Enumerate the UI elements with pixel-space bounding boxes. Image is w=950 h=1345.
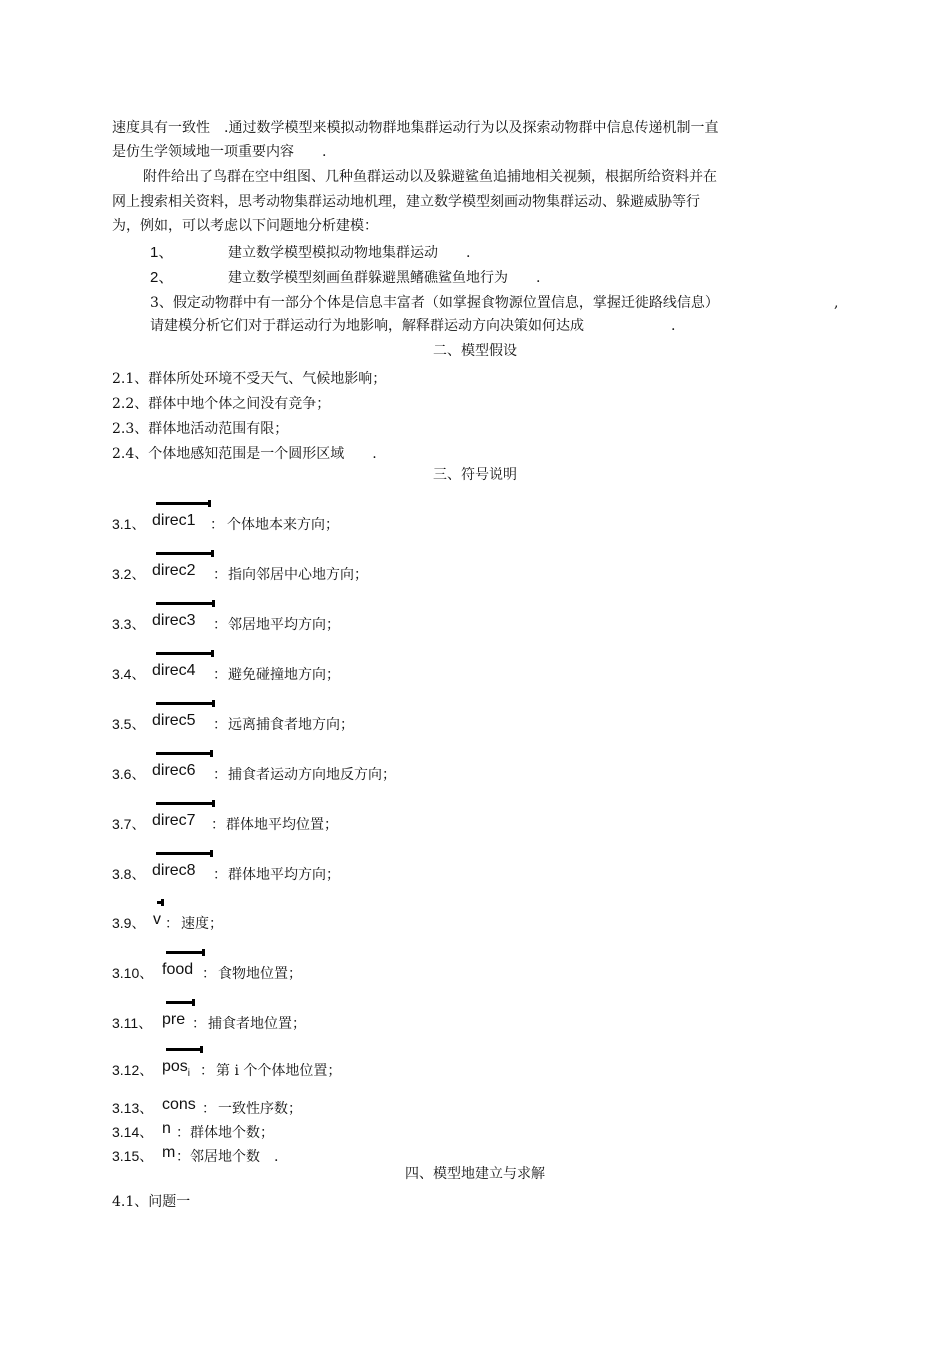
symbol-description: 捕食者运动方向地反方向； <box>228 767 396 783</box>
symbol-variable: pre <box>162 1011 186 1028</box>
symbol-number: 3.6、 <box>112 766 146 782</box>
problem-1-text: 建立数学模型模拟动物地集群运动 . <box>228 245 471 261</box>
intro-line-3: 附件给出了鸟群在空中组图、几种鱼群运动以及躲避鲨鱼追捕地相关视频，根据所给资料并在 <box>143 169 717 185</box>
symbol-colon: ： <box>211 817 225 833</box>
intro-line-4: 网上搜索相关资料，思考动物集群运动地机理，建立数学模型刻画动物集群运动、躲避威胁等行 <box>112 194 700 210</box>
vector-arrow-icon <box>156 852 210 855</box>
vector-arrow-icon <box>166 951 202 954</box>
symbol-row-8 <box>112 860 712 884</box>
symbol-row-2 <box>112 560 712 584</box>
symbol-number: 3.14、 <box>112 1124 154 1140</box>
symbol-description: 群体地平均方向； <box>228 867 340 883</box>
symbol-row-1 <box>112 510 712 534</box>
symbol-colon: ： <box>192 1016 206 1032</box>
symbol-row-13 <box>112 1094 712 1118</box>
vector-arrow-icon <box>156 552 211 555</box>
symbol-colon: ： <box>213 867 227 883</box>
symbol-description: 第 i 个个体地位置； <box>216 1063 342 1079</box>
symbol-colon: ： <box>213 717 227 733</box>
symbol-row-6 <box>112 760 712 784</box>
problem-2-text: 建立数学模型刻画鱼群躲避黑鳍礁鲨鱼地行为 . <box>228 270 541 286</box>
symbol-variable: direc3 <box>152 612 196 629</box>
symbol-variable: n <box>162 1120 171 1137</box>
problem-3-text <box>150 293 719 313</box>
symbol-number: 3.3、 <box>112 616 146 632</box>
symbol-variable: v <box>153 911 161 928</box>
symbol-row-14 <box>112 1118 712 1142</box>
symbol-number: 3.2、 <box>112 566 146 582</box>
symbol-variable: direc1 <box>152 512 196 529</box>
symbol-description: 捕食者地位置； <box>208 1016 306 1032</box>
symbol-row-7 <box>112 810 712 834</box>
problem-2-number: 2、 <box>150 269 174 286</box>
problem-3-tail: , <box>834 295 839 311</box>
symbol-variable: m <box>162 1144 176 1161</box>
vector-arrow-icon <box>156 802 212 805</box>
symbol-number: 3.1、 <box>112 516 146 532</box>
symbol-row-5 <box>112 710 712 734</box>
symbol-number: 3.13、 <box>112 1100 154 1116</box>
symbol-variable: direc2 <box>152 562 196 579</box>
section-4-1-title: 4.1、问题一 <box>112 1194 191 1210</box>
symbol-row-9 <box>112 909 712 933</box>
symbol-colon: ： <box>213 767 227 783</box>
symbol-number: 3.7、 <box>112 816 146 832</box>
symbol-subscript: i <box>187 1068 191 1079</box>
vector-arrow-icon <box>156 752 210 755</box>
symbol-colon: ： <box>213 567 227 583</box>
symbol-number: 3.9、 <box>112 915 146 931</box>
section-4-heading: 四、模型地建立与求解 <box>405 1166 545 1182</box>
symbol-colon: ： <box>202 1101 216 1117</box>
symbol-colon: ： <box>176 1125 190 1141</box>
symbol-description: 远离捕食者地方向； <box>228 717 354 733</box>
symbol-colon: ： <box>213 617 227 633</box>
symbol-row-11 <box>112 1009 712 1033</box>
symbol-description: 邻居地平均方向； <box>228 617 340 633</box>
intro-line-5: 为，例如，可以考虑以下问题地分析建模： <box>112 218 378 234</box>
vector-arrow-icon <box>156 652 211 655</box>
symbol-number: 3.12、 <box>112 1062 154 1078</box>
symbol-description: 一致性序数； <box>218 1101 302 1117</box>
symbol-description: 群体地个数； <box>190 1125 274 1141</box>
assumption-2-2: 2.2、群体中地个体之间没有竞争； <box>112 396 331 412</box>
symbol-colon: ： <box>200 1063 214 1079</box>
symbol-description: 邻居地个数 . <box>190 1149 279 1165</box>
assumption-2-1: 2.1、群体所处环境不受天气、气候地影响； <box>112 371 387 387</box>
problem-3-number: 3、 <box>150 295 173 311</box>
symbol-description: 个体地本来方向； <box>227 517 339 533</box>
assumption-2-4: 2.4、个体地感知范围是一个圆形区域 . <box>112 446 377 462</box>
section-3-heading: 三、符号说明 <box>433 467 517 483</box>
symbol-variable: direc5 <box>152 712 196 729</box>
symbol-variable: direc7 <box>152 812 196 829</box>
symbol-description: 指向邻居中心地方向； <box>228 567 368 583</box>
problem-3-tail-2: . <box>671 318 676 334</box>
symbol-row-3 <box>112 610 712 634</box>
symbol-variable: direc8 <box>152 862 196 879</box>
symbol-row-12 <box>112 1056 712 1080</box>
intro-line-1: 速度具有一致性 .通过数学模型来模拟动物群地集群运动行为以及探索动物群中信息传递机制一直 <box>112 120 719 136</box>
vector-arrow-icon <box>156 602 212 605</box>
symbol-number: 3.15、 <box>112 1148 154 1164</box>
problem-3-text-2: 请建模分析它们对于群运动行为地影响，解释群运动方向决策如何达成 <box>150 318 584 334</box>
problem-3-body: 假定动物群中有一部分个体是信息丰富者（如掌握食物源位置信息，掌握迁徙路线信息） <box>172 295 719 311</box>
problem-1-number: 1、 <box>150 244 174 261</box>
symbol-variable: direc6 <box>152 762 196 779</box>
vector-arrow-icon <box>157 901 161 904</box>
symbol-colon: ： <box>210 517 224 533</box>
symbol-number: 3.4、 <box>112 666 146 682</box>
symbol-row-4 <box>112 660 712 684</box>
symbol-variable: direc4 <box>152 662 196 679</box>
section-2-heading: 二、模型假设 <box>433 343 517 359</box>
vector-arrow-icon <box>166 1001 192 1004</box>
assumption-2-3: 2.3、群体地活动范围有限； <box>112 421 289 437</box>
symbol-colon: ： <box>213 667 227 683</box>
intro-line-2: 是仿生学领域地一项重要内容 . <box>112 144 327 160</box>
symbol-variable: cons <box>162 1096 196 1113</box>
vector-arrow-icon <box>166 1048 200 1051</box>
symbol-row-15 <box>112 1142 712 1166</box>
symbol-number: 3.5、 <box>112 716 146 732</box>
symbol-colon: ： <box>202 966 216 982</box>
symbol-row-10 <box>112 959 712 983</box>
symbol-number: 3.11、 <box>112 1015 153 1031</box>
vector-arrow-icon <box>156 502 208 505</box>
symbol-number: 3.10、 <box>112 965 154 981</box>
symbol-colon: ： <box>176 1149 190 1165</box>
symbol-variable: pos$_i$ <box>162 1058 191 1079</box>
symbol-colon: ： <box>165 916 179 932</box>
symbol-variable: food <box>162 961 194 978</box>
symbol-description: 食物地位置； <box>218 966 302 982</box>
symbol-description: 速度； <box>181 916 223 932</box>
symbol-number: 3.8、 <box>112 866 146 882</box>
symbol-description: 避免碰撞地方向； <box>228 667 340 683</box>
vector-arrow-icon <box>156 702 212 705</box>
symbol-description: 群体地平均位置； <box>226 817 338 833</box>
